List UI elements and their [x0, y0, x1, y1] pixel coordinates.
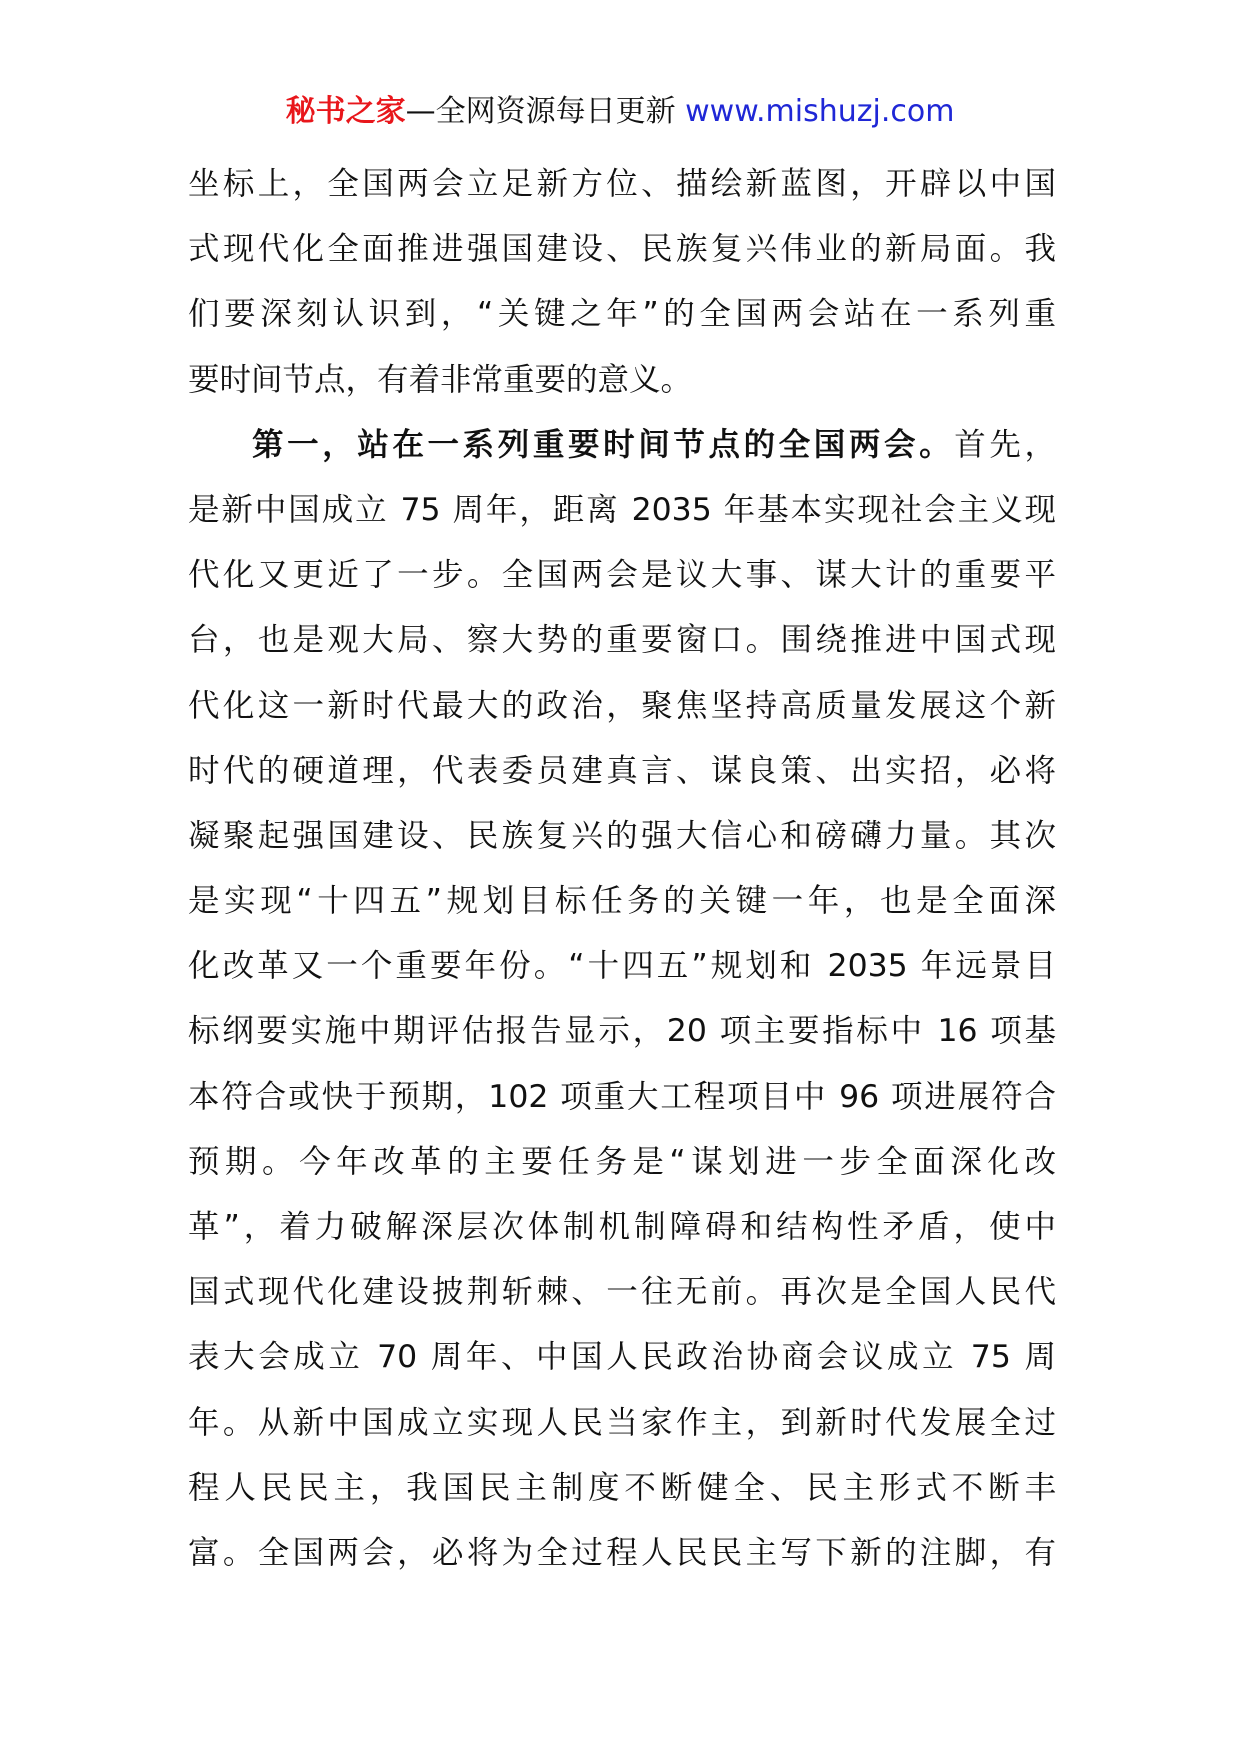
text-line: 台，也是观大局、察大势的重要窗口。围绕推进中国式现 — [188, 622, 1056, 659]
text-line: 国式现代化建设披荆斩棘、一往无前。再次是全国人民代 — [188, 1274, 1056, 1311]
header-tagline: —全网资源每日更新 — [405, 94, 676, 129]
text-line: 年。从新中国成立实现人民当家作主，到新时代发展全过 — [188, 1404, 1056, 1441]
text-line: 式现代化全面推进强国建设、民族复兴伟业的新局面。我 — [188, 231, 1056, 268]
text-line: 革”，着力破解深层次体制机制障碍和结构性矛盾，使中 — [188, 1209, 1056, 1245]
section-heading-line — [188, 422, 1056, 487]
text-line: 富。全国两会，必将为全过程人民民主写下新的注脚，有 — [188, 1534, 1056, 1571]
text-line: 标纲要实施中期评估报告显示，20 项主要指标中 16 项基 — [188, 1013, 1056, 1050]
text-line: 坐标上，全国两会立足新方位、描绘新蓝图，开辟以中国 — [188, 166, 1056, 202]
section-heading-rest: 首先， — [954, 426, 1056, 463]
text-line: 表大会成立 70 周年、中国人民政治协商会议成立 75 周 — [188, 1339, 1056, 1376]
text-line: 预期。今年改革的主要任务是“谋划进一步全面深化改 — [188, 1143, 1056, 1180]
text-line: 程人民民主，我国民主制度不断健全、民主形式不断丰 — [188, 1469, 1056, 1506]
site-url-link[interactable]: www.mishuzj.com — [685, 94, 955, 129]
brand-name: 秘书之家 — [285, 94, 406, 129]
text-line: 代化这一新时代最大的政治，聚焦坚持高质量发展这个新 — [188, 687, 1056, 724]
section-heading: 第一，站在一系列重要时间节点的全国两会。 — [252, 426, 955, 463]
text-line: 是实现“十四五”规划目标任务的关键一年，也是全面深 — [188, 883, 1056, 920]
text-line: 凝聚起强国建设、民族复兴的强大信心和磅礴力量。其次 — [188, 817, 1056, 854]
text-line: 化改革又一个重要年份。“十四五”规划和 2035 年远景目 — [188, 948, 1056, 985]
text-line: 本符合或快于预期，102 项重大工程项目中 96 项进展符合 — [188, 1078, 1056, 1115]
text-line: 要时间节点，有着非常重要的意义。 — [188, 361, 693, 398]
text-line: 们要深刻认识到，“关键之年”的全国两会站在一系列重 — [188, 296, 1056, 333]
document-body — [188, 161, 1056, 1595]
site-header — [0, 92, 1240, 132]
text-line: 时代的硬道理，代表委员建真言、谋良策、出实招，必将 — [188, 752, 1056, 789]
text-line: 是新中国成立 75 周年，距离 2035 年基本实现社会主义现 — [188, 491, 1056, 528]
text-line: 代化又更近了一步。全国两会是议大事、谋大计的重要平 — [188, 557, 1056, 594]
